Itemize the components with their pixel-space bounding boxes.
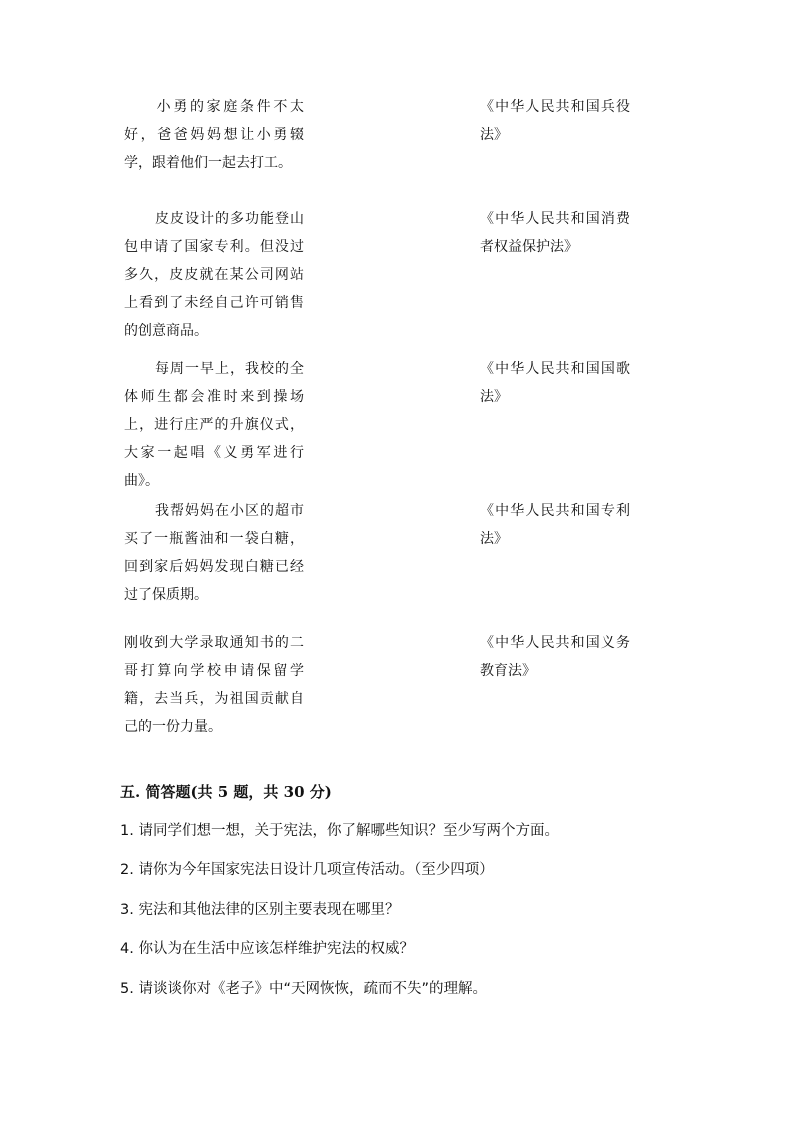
case-text-content: 小勇的家庭条件不太好，爸爸妈妈想让小勇辍学，跟着他们一起去打工。 [124,99,304,171]
question-item: 1. 请同学们想一想，关于宪法，你了解哪些知识？至少写两个方面。 [120,823,559,839]
law-name: 《中华人民共和国兵役法》 [480,99,630,143]
case-text: 刚收到大学录取通知书的二哥打算向学校申请保留学籍，去当兵，为祖国贡献自己的一份力量。 [124,635,304,735]
section-title: 五. 简答题(共 5 题，共 30 分) [120,783,332,801]
case-text-content: 每周一早上，我校的全体师生都会准时来到操场上，进行庄严的升旗仪式，大家一起唱《义勇军进行曲》。 [124,361,304,489]
question-item: 5. 请谈谈你对《老子》中“天网恢恢，疏而不失”的理解。 [120,981,487,997]
case-text-content: 皮皮设计的多功能登山包申请了国家专利。但没过多久，皮皮就在某公司网站上看到了未经自己许可销售的创意商品。 [124,211,304,339]
case-text [124,497,304,609]
case-text [124,205,304,345]
law-name: 《中华人民共和国专利法》 [480,503,630,547]
law-name: 《中华人民共和国义务教育法》 [480,635,630,679]
law-name: 《中华人民共和国国歌法》 [480,361,630,405]
case-text [124,355,304,495]
question-item: 2. 请你为今年国家宪法日设计几项宣传活动。（至少四项） [120,862,494,878]
case-text [124,93,304,177]
question-item: 3. 宪法和其他法律的区别主要表现在哪里？ [120,902,400,918]
case-text-content: 我帮妈妈在小区的超市买了一瓶酱油和一袋白糖，回到家后妈妈发现白糖已经过了保质期。 [124,503,304,603]
law-name: 《中华人民共和国消费者权益保护法》 [480,211,630,255]
question-item: 4. 你认为在生活中应该怎样维护宪法的权威？ [120,941,414,957]
